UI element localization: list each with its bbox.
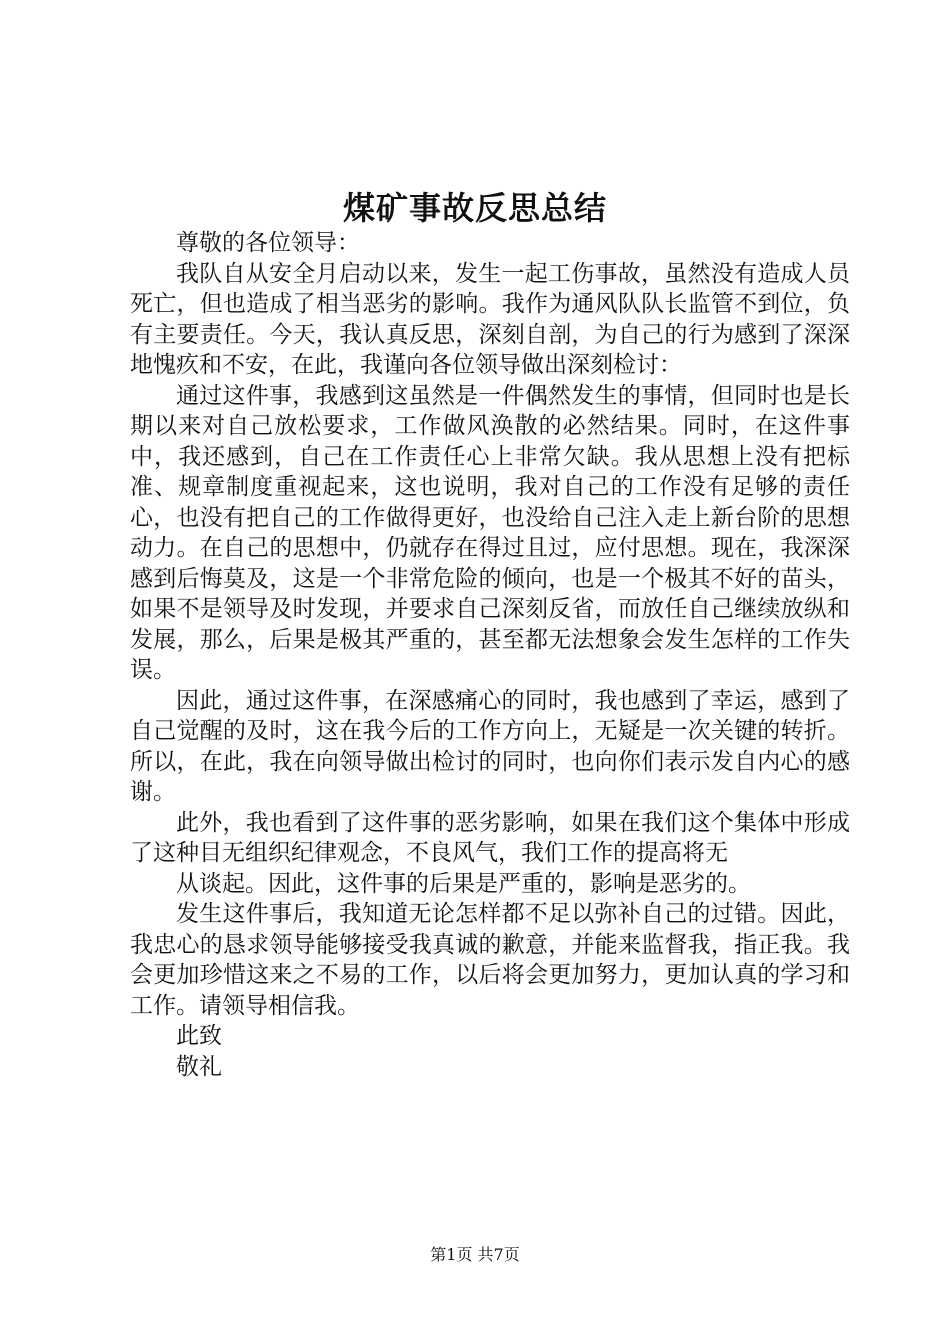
paragraph: 我队自从安全月启动以来，发生一起工伤事故，虽然没有造成人员死亡，但也造成了相当恶劣的影响。我作为通风队队长监管不到位，负有主要责任。今天，我认真反思，深刻自剖，为自己的行为感到了深深地愧疚和不安，在此，我谨向各位领导做出深刻检讨： [130,260,850,378]
document-body [130,228,850,1082]
closing-line: 敬礼 [176,1053,222,1080]
paragraph: 此外，我也看到了这件事的恶劣影响，如果在我们这个集体中形成了这种目无组织纪律观念，不良风气，我们工作的提高将无 [130,809,850,866]
closing-line: 此致 [176,1023,222,1049]
page-number-footer: 第1页 共7页 [430,1245,520,1264]
paragraph: 因此，通过这件事，在深感痛心的同时，我也感到了幸运，感到了自己觉醒的及时，这在我今后的工作方向上，无疑是一次关键的转折。所以，在此，我在向领导做出检讨的同时，也向你们表示发自内心的感谢。 [130,687,850,805]
paragraph: 通过这件事，我感到这虽然是一件偶然发生的事情，但同时也是长期以来对自己放松要求，工作做风涣散的必然结果。同时，在这件事中，我还感到，自己在工作责任心上非常欠缺。我从思想上没有把标准、规章制度重视起来，这也说明，我对自己的工作没有足够的责任心，也没有把自己的工作做得更好，也没给自己注入走上新台阶的思想动力。在自己的思想中，仍就存在得过且过，应付思想。现在，我深深感到后悔莫及，这是一个非常危险的倾向，也是一个极其不好的苗头，如果不是领导及时发现，并要求自己深刻反省，而放任自己继续放纵和发展，那么，后果是极其严重的，甚至都无法想象会发生怎样的工作失误。 [130,382,850,683]
document-title: 煤矿事故反思总结 [342,189,607,227]
paragraph: 发生这件事后，我知道无论怎样都不足以弥补自己的过错。因此，我忠心的恳求领导能够接受我真诚的歉意，并能来监督我，指正我。我会更加珍惜这来之不易的工作，以后将会更加努力，更加认真的学习和工作。请领导相信我。 [130,901,850,1019]
paragraph: 从谈起。因此，这件事的后果是严重的，影响是恶劣的。 [176,870,751,897]
salutation: 尊敬的各位领导： [176,230,360,256]
